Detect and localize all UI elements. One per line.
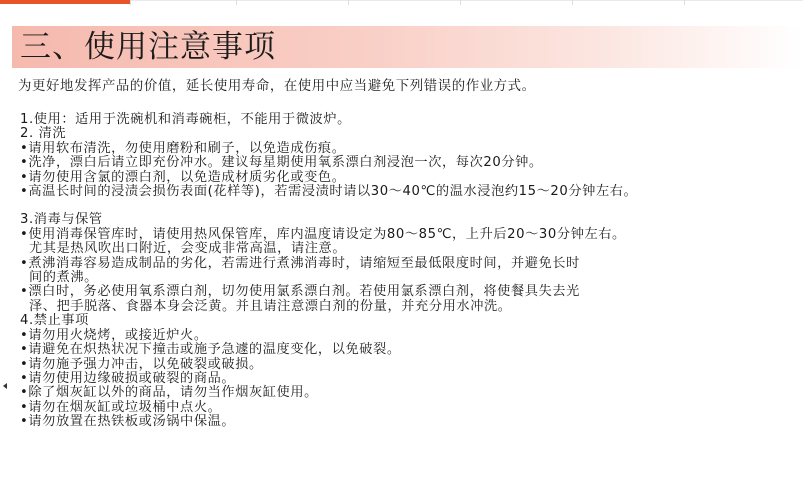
tab-divider — [130, 0, 131, 5]
list-item: •请用软布清洗，勿使用磨粉和刷子，以免造成伤痕。 — [20, 140, 346, 156]
instructions-body — [20, 113, 803, 430]
list-item: •使用消毒保管库时，请使用热风保管库，库内温度请设定为80～85℃，上升后20～30分钟左右。 — [20, 226, 626, 242]
section-prohibited-title: 4.禁止事项 — [20, 313, 89, 329]
list-item: •请勿使用含氯的漂白剂，以免造成材质劣化或变色。 — [20, 169, 346, 185]
list-item: •请避免在炽热状况下撞击或施予急遽的温度变化，以免破裂。 — [20, 342, 401, 358]
section-storage-title: 3.消毒与保管 — [20, 212, 103, 228]
list-item: •漂白时，务必使用氧系漂白剂，切勿使用氯系漂白剂。若使用氯系漂白剂，将使餐具失去光 — [20, 284, 580, 300]
list-item-continuation: 泽、把手脱落、食器本身会泛黄。并且请注意漂白剂的份量，并充分用水冲洗。 — [29, 298, 512, 314]
section-spacer — [20, 199, 803, 213]
list-item-continuation: 尤其是热风吹出口附近，会变成非常高温，请注意。 — [29, 241, 347, 257]
top-rule — [130, 0, 803, 1]
list-item-continuation: 间的煮沸。 — [29, 270, 98, 286]
tab-divider — [348, 0, 349, 5]
list-item: •煮沸消毒容易造成制品的劣化，若需进行煮沸消毒时，请缩短至最低限度时间，并避免长时 — [20, 255, 580, 271]
intro-text: 为更好地发挥产品的价值，延长使用寿命，在使用中应当避免下列错误的作业方式。 — [18, 79, 536, 94]
list-item: •请勿施予强力冲击，以免破裂或破损。 — [20, 356, 263, 372]
list-item: •请勿用火烧烤，或接近炉火。 — [20, 327, 208, 343]
tab-divider — [572, 0, 573, 5]
list-item: •请勿放置在热铁板或汤锅中保温。 — [20, 414, 236, 430]
top-accent-bar — [0, 0, 130, 4]
top-bar — [0, 0, 803, 6]
list-item: •请勿使用边缘破损或破裂的商品。 — [20, 370, 236, 386]
list-item: •高温长时间的浸渍会损伤表面(花样等)，若需浸渍时请以30～40℃的温水浸泡约15～20分钟左右。 — [20, 184, 638, 200]
tab-divider — [236, 0, 237, 5]
tab-divider — [684, 0, 685, 5]
scroll-left-arrow-icon[interactable] — [3, 383, 7, 389]
list-item: •除了烟灰缸以外的商品，请勿当作烟灰缸使用。 — [20, 385, 318, 401]
tab-divider — [460, 0, 461, 5]
section-heading-band — [12, 26, 803, 68]
section-cleaning-title: 2. 清洗 — [20, 126, 67, 142]
section-usage-title: 1.使用：适用于洗碗机和消毒碗柜，不能用于微波炉。 — [20, 112, 351, 127]
section-title: 三、使用注意事项 — [20, 29, 276, 65]
list-item: •请勿在烟灰缸或垃圾桶中点火。 — [20, 399, 222, 415]
list-item: •洗净，漂白后请立即充份冲水。建议每星期使用氧系漂白剂浸泡一次，每次20分钟。 — [20, 155, 543, 171]
